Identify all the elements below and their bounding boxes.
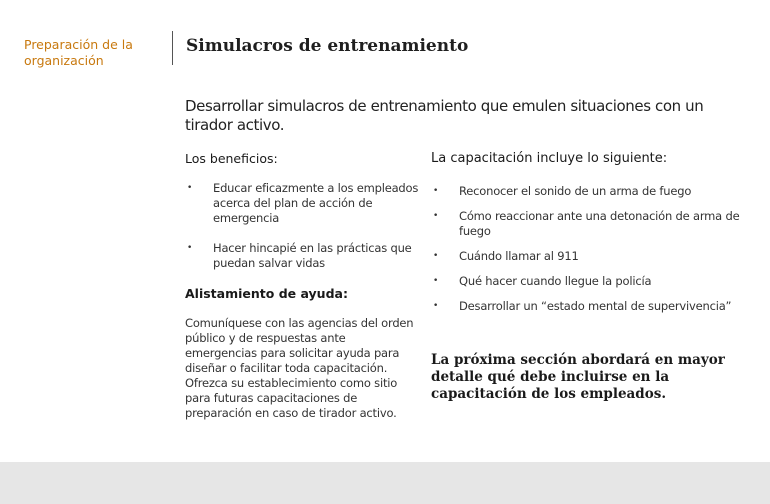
benefit-text: Educar eficazmente a los empleados acerca del plan de acción de emergencia (213, 181, 419, 225)
left-column (185, 151, 420, 421)
training-text: Qué hacer cuando llegue la policía (459, 274, 652, 288)
training-text: Desarrollar un “estado mental de supervivencia” (459, 299, 732, 313)
list-item (431, 274, 751, 289)
bullet-icon: • (187, 183, 193, 193)
right-column (431, 151, 751, 402)
training-list (431, 184, 751, 314)
list-item (431, 184, 751, 199)
benefits-list (185, 181, 420, 271)
readiness-text: Comuníquese con las agencias del orden público y de respuestas ante emergencias para solicitar ayuda para diseñar o facilitar toda capacitación. Ofrezca su establecimiento como sitio para futuras capacitaciones de preparación en caso de tirador activo. (185, 316, 414, 420)
list-item (431, 209, 751, 239)
benefits-heading: Los beneficios: (185, 151, 278, 166)
section-label: Preparación de la organización (24, 37, 133, 68)
list-item (185, 241, 420, 271)
training-text: Reconocer el sonido de un arma de fuego (459, 184, 692, 198)
footer-band (0, 462, 770, 504)
training-text: Cómo reaccionar ante una detonación de arma de fuego (459, 209, 740, 238)
bullet-icon: • (433, 186, 439, 196)
bullet-icon: • (433, 251, 439, 261)
training-text: Cuándo llamar al 911 (459, 249, 579, 263)
bullet-icon: • (187, 243, 193, 253)
list-item (431, 299, 751, 314)
page-title: Simulacros de entrenamiento (186, 36, 469, 56)
training-heading: La capacitación incluye lo siguiente: (431, 151, 668, 166)
bullet-icon: • (433, 276, 439, 286)
list-item (431, 249, 751, 264)
header-divider (172, 31, 173, 65)
list-item (185, 181, 420, 226)
intro-text: Desarrollar simulacros de entrenamiento que emulen situaciones con un tirador activo. (185, 97, 704, 134)
readiness-heading: Alistamiento de ayuda: (185, 286, 348, 301)
benefit-text: Hacer hincapié en las prácticas que puedan salvar vidas (213, 241, 412, 270)
next-section-text: La próxima sección abordará en mayor detalle qué debe incluirse en la capacitación de los empleados. (431, 352, 725, 402)
bullet-icon: • (433, 211, 439, 221)
bullet-icon: • (433, 301, 439, 311)
